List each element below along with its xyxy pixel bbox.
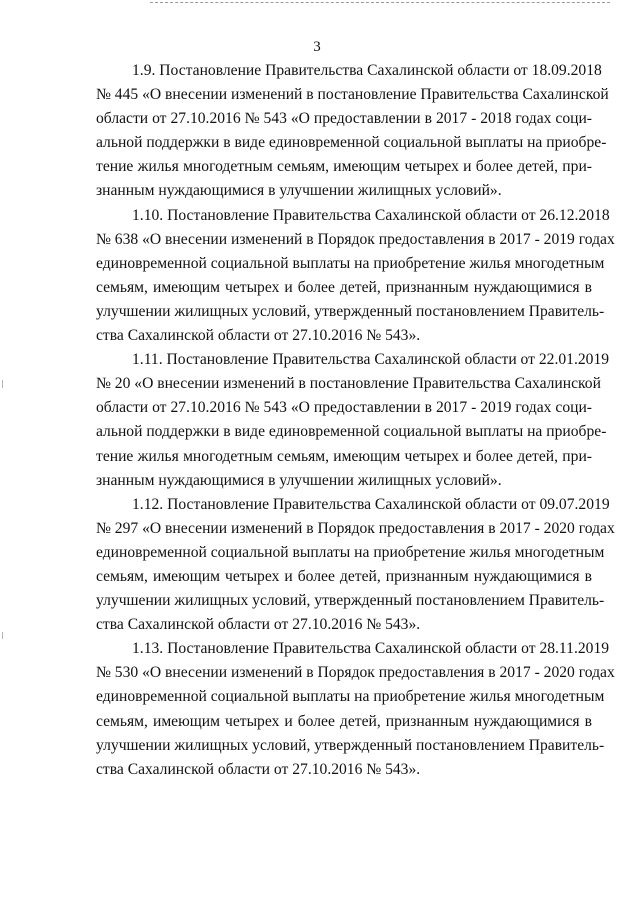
paragraph-line: семьям, имеющим четырех и более детей, признанным нуждающимися в (96, 278, 592, 296)
page-number: 3 (313, 39, 321, 55)
document-body (96, 59, 615, 782)
paragraph-line: знанным нуждающимися в улучшении жилищных условий». (96, 182, 502, 200)
paragraph-line: ства Сахалинской области от 27.10.2016 № 543». (96, 760, 421, 778)
paragraph-line: альной поддержки в виде единовременной социальной выплаты на приобре- (96, 134, 607, 152)
paragraph-line: единовременной социальной выплаты на приобретение жилья многодетным (96, 254, 605, 272)
paragraph-line: знанным нуждающимися в улучшении жилищных условий». (96, 471, 502, 489)
scan-top-edge-rule (150, 2, 610, 3)
paragraph-line: области от 27.10.2016 № 543 «О предоставлении в 2017 - 2019 годах соци- (96, 399, 592, 417)
list-item-paragraph (96, 493, 615, 638)
paragraph-line: ства Сахалинской области от 27.10.2016 № 543». (96, 616, 421, 634)
paragraph-line: области от 27.10.2016 № 543 «О предоставлении в 2017 - 2018 годах соци- (96, 110, 592, 128)
paragraph-line: ства Сахалинской области от 27.10.2016 № 543». (96, 327, 421, 345)
paragraph-line: 1.11. Постановление Правительства Сахалинской области от 22.01.2019 (132, 351, 610, 369)
paragraph-line: единовременной социальной выплаты на приобретение жилья многодетным (96, 688, 605, 706)
list-item-paragraph (96, 637, 615, 782)
scan-artifact-mark (2, 380, 3, 388)
list-item-paragraph (96, 204, 615, 349)
paragraph-line: семьям, имеющим четырех и более детей, признанным нуждающимися в (96, 567, 592, 585)
paragraph-line: 1.10. Постановление Правительства Сахалинской области от 26.12.2018 (132, 206, 610, 224)
paragraph-line: тение жилья многодетным семьям, имеющим четырех и более детей, при- (96, 158, 592, 176)
paragraph-line: 1.13. Постановление Правительства Сахалинской области от 28.11.2019 (132, 640, 610, 658)
paragraph-line: 1.9. Постановление Правительства Сахалинской области от 18.09.2018 (132, 62, 602, 79)
paragraph-line: № 445 «О внесении изменений в постановление Правительства Сахалинской (96, 86, 609, 104)
paragraph-line: улучшении жилищных условий, утвержденный постановлением Правитель- (96, 302, 605, 320)
paragraph-line: № 297 «О внесении изменений в Порядок предоставления в 2017 - 2020 годах (96, 519, 615, 537)
paragraph-line: 1.12. Постановление Правительства Сахалинской области от 09.07.2019 (132, 495, 610, 513)
paragraph-line: № 530 «О внесении изменений в Порядок предоставления в 2017 - 2020 годах (96, 664, 615, 682)
paragraph-line: № 20 «О внесении изменений в постановление Правительства Сахалинской (96, 375, 601, 393)
paragraph-line: улучшении жилищных условий, утвержденный постановлением Правитель- (96, 736, 605, 754)
paragraph-line: улучшении жилищных условий, утвержденный постановлением Правитель- (96, 592, 605, 610)
paragraph-line: единовременной социальной выплаты на приобретение жилья многодетным (96, 543, 605, 561)
list-item-paragraph (96, 59, 609, 204)
scan-artifact-mark (2, 632, 3, 639)
paragraph-line: альной поддержки в виде единовременной социальной выплаты на приобре- (96, 423, 607, 441)
paragraph-line: № 638 «О внесении изменений в Порядок предоставления в 2017 - 2019 годах (96, 230, 615, 248)
list-item-paragraph (96, 348, 610, 493)
paragraph-line: тение жилья многодетным семьям, имеющим четырех и более детей, при- (96, 447, 592, 465)
paragraph-line: семьям, имеющим четырех и более детей, признанным нуждающимися в (96, 712, 592, 730)
